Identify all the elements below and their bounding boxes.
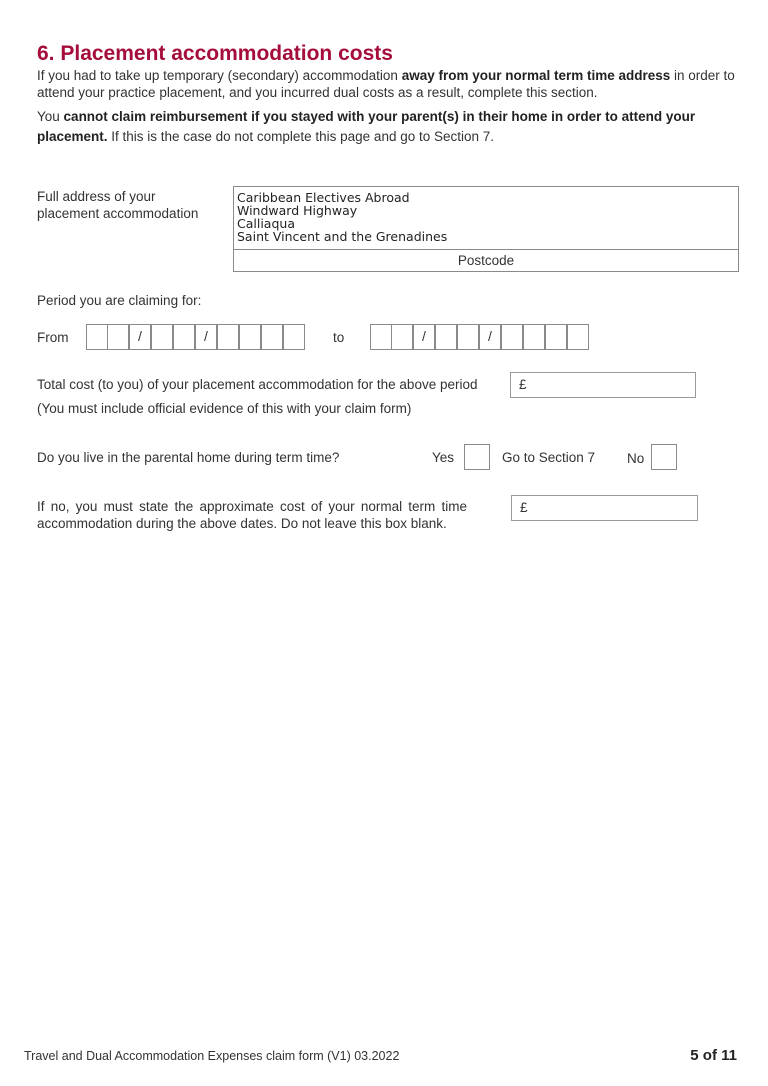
from-month-digit-1[interactable] (151, 324, 173, 350)
form-footer-name: Travel and Dual Accommodation Expenses claim form (V1) 03.2022 (24, 1049, 400, 1063)
from-day-digit-2[interactable] (107, 324, 129, 350)
warning-text: You (37, 109, 64, 124)
postcode-field[interactable] (234, 253, 738, 268)
total-cost-input[interactable] (510, 372, 696, 398)
currency-symbol: £ (519, 377, 527, 392)
currency-symbol: £ (520, 500, 528, 515)
from-year-digit-3[interactable] (261, 324, 283, 350)
from-day-digit-1[interactable] (86, 324, 108, 350)
to-month-digit-1[interactable] (435, 324, 457, 350)
from-year-digit-4[interactable] (283, 324, 305, 350)
intro-paragraph (37, 67, 737, 101)
parental-home-question: Do you live in the parental home during term time? (37, 450, 340, 465)
period-label: Period you are claiming for: (37, 293, 202, 308)
normal-cost-label: If no, you must state the approximate cost of your normal term time accommodation during the above dates. Do not leave this box blank. (37, 499, 467, 531)
total-cost-label: Total cost (to you) of your placement accommodation for the above period (37, 377, 478, 392)
from-month-digit-2[interactable] (173, 324, 195, 350)
to-year-digit-1[interactable] (501, 324, 523, 350)
from-date-separator: / (129, 324, 151, 350)
to-day-digit-2[interactable] (391, 324, 413, 350)
intro-text: If you had to take up temporary (secondary) accommodation (37, 68, 402, 83)
address-field[interactable]: Caribbean Electives Abroad Windward Highway Calliaqua Saint Vincent and the Grenadines (237, 190, 448, 244)
to-month-digit-2[interactable] (457, 324, 479, 350)
from-year-digit-2[interactable] (239, 324, 261, 350)
postcode-divider (234, 249, 738, 250)
total-cost-note: (You must include official evidence of this with your claim form) (37, 401, 412, 416)
to-year-digit-2[interactable] (523, 324, 545, 350)
from-label: From (37, 330, 69, 345)
yes-checkbox[interactable] (464, 444, 490, 470)
to-date-separator: / (479, 324, 501, 350)
go-to-section-7-label: Go to Section 7 (502, 450, 596, 465)
to-day-digit-1[interactable] (370, 324, 392, 350)
no-label: No (627, 451, 645, 466)
page-number: 5 of 11 (690, 1047, 737, 1064)
intro-emphasis: away from your normal term time address (401, 68, 671, 83)
to-date-separator: / (413, 324, 435, 350)
normal-cost-input[interactable] (511, 495, 698, 521)
warning-text-end: If this is the case do not complete this page and go to Section 7. (107, 129, 495, 144)
warning-emphasis: cannot claim reimbursement if you stayed with your parent(s) in their home in order to attend your placement. (37, 109, 696, 144)
to-year-digit-3[interactable] (545, 324, 567, 350)
to-year-digit-4[interactable] (567, 324, 589, 350)
to-label: to (333, 330, 345, 345)
from-date-separator: / (195, 324, 217, 350)
from-year-digit-1[interactable] (217, 324, 239, 350)
intro-text-end: in order to attend your practice placement, and you incurred dual costs as a result, complete this section. (37, 68, 735, 100)
section-title: 6. Placement accommodation costs (37, 42, 393, 65)
address-block (233, 186, 739, 272)
postcode-label: Postcode (457, 253, 515, 268)
no-checkbox[interactable] (651, 444, 677, 470)
warning-paragraph (37, 107, 737, 147)
address-label: Full address of your placement accommodation (37, 189, 199, 221)
yes-label: Yes (432, 450, 455, 465)
